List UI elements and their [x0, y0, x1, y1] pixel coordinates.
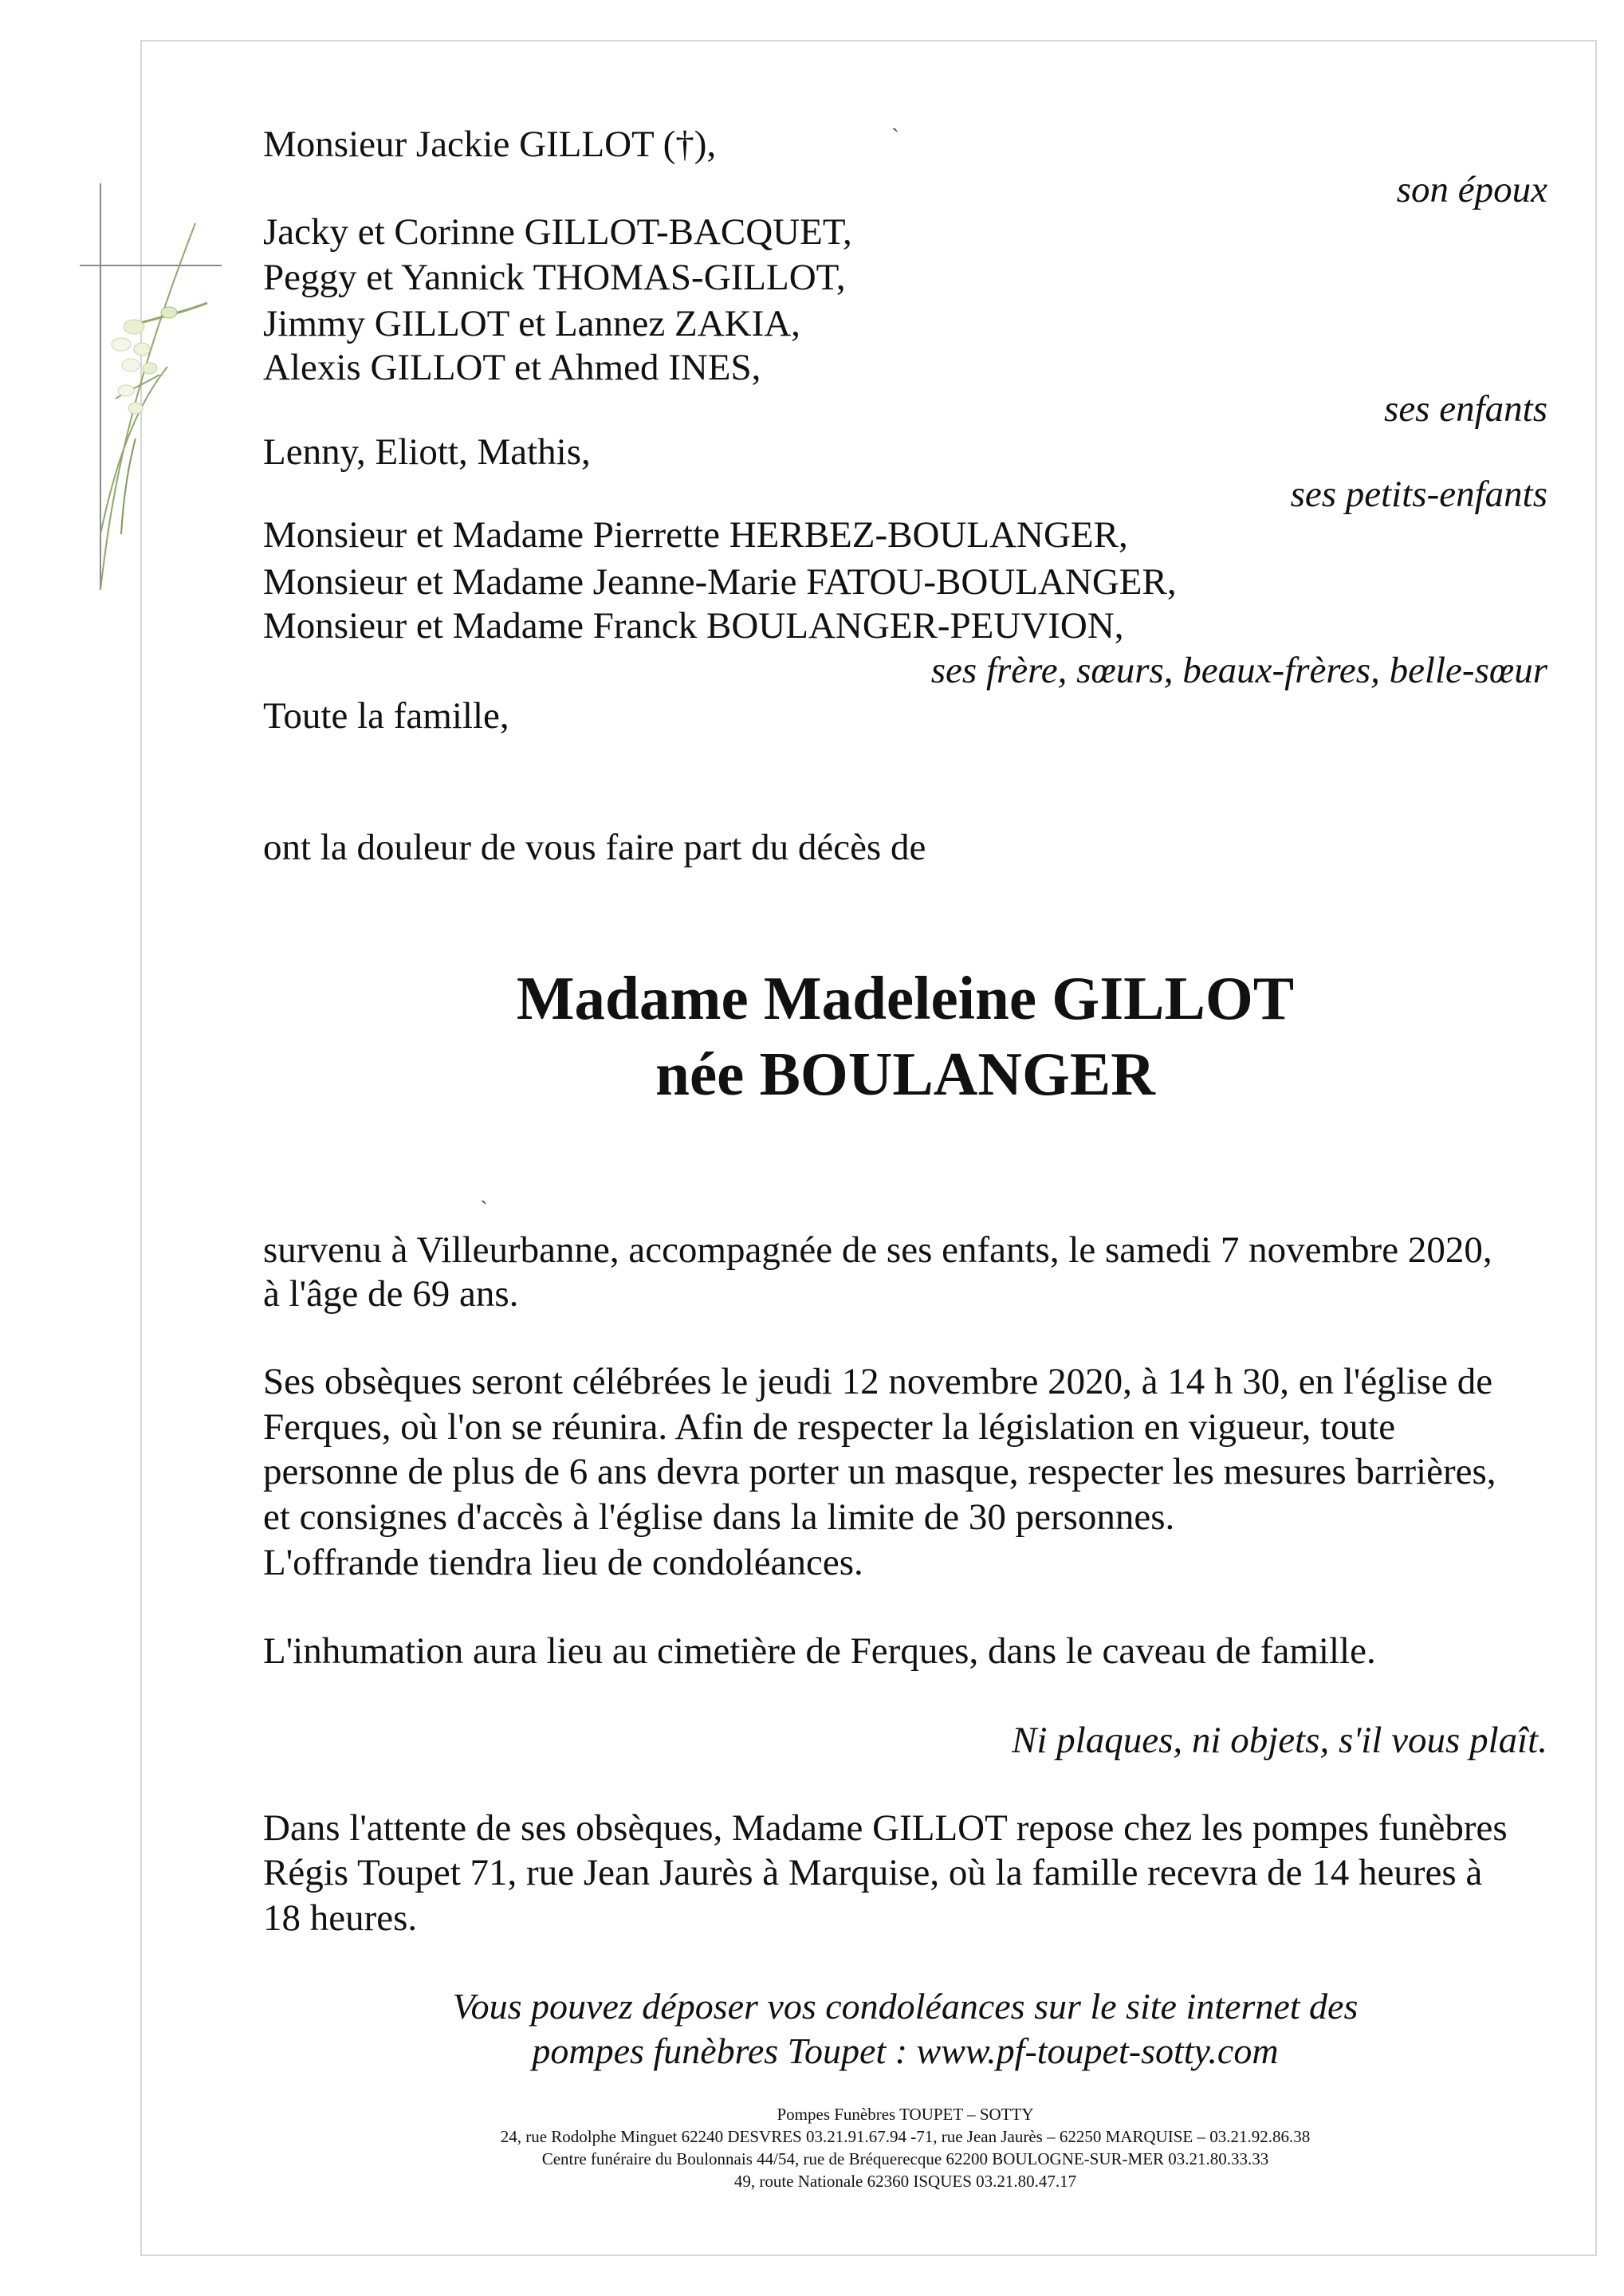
death-age: à l'âge de 69 ans.	[263, 1273, 519, 1315]
grandchildren-names: Lenny, Eliott, Mathis,	[263, 431, 591, 473]
footer-line: Pompes Funèbres TOUPET – SOTTY	[777, 2105, 1034, 2124]
footer-line: 49, route Nationale 62360 ISQUES 03.21.80.47.17	[733, 2172, 1077, 2191]
funeral-line: Ses obsèques seront célébrées le jeudi 12 novembre 2020, à 14 h 30, en l'église de	[263, 1361, 1493, 1402]
footer-line: Centre funéraire du Boulonnais 44/54, rue de Bréquerecque 62200 BOULOGNE-SUR-MER 03.21.80.33.33	[541, 2149, 1269, 2168]
deceased-maiden-name: née BOULANGER	[655, 1040, 1155, 1108]
repose-line: Dans l'attente de ses obsèques, Madame GILLOT repose chez les pompes funèbres	[263, 1807, 1508, 1849]
announcement: ont la douleur de vous faire part du décès de	[263, 827, 926, 868]
spouse-name: Monsieur Jackie GILLOT (†),	[263, 124, 717, 165]
child-line: Peggy et Yannick THOMAS-GILLOT,	[263, 257, 846, 298]
no-plaques-note: Ni plaques, ni objets, s'il vous plaît.	[1012, 1720, 1547, 1761]
children-role: ses enfants	[1384, 388, 1547, 430]
footer-line: 24, rue Rodolphe Minguet 62240 DESVRES 03.21.91.67.94 -71, rue Jean Jaurès – 62250 MARQUISE – 03.21.92.86.38	[500, 2127, 1311, 2146]
funeral-line: personne de plus de 6 ans devra porter un masque, respecter les mesures barrières,	[263, 1451, 1496, 1492]
child-line: Jacky et Corinne GILLOT-BACQUET,	[263, 211, 852, 253]
sibling-line: Monsieur et Madame Franck BOULANGER-PEUVION,	[263, 605, 1124, 647]
repose-line: Régis Toupet 71, rue Jean Jaurès à Marquise, où la famille recevra de 14 heures à	[263, 1852, 1483, 1893]
siblings-role: ses frère, sœurs, beaux-frères, belle-sœur	[930, 650, 1547, 691]
child-line: Alexis GILLOT et Ahmed INES,	[263, 347, 761, 388]
cross-with-flowers-icon	[80, 159, 239, 606]
all-family: Toute la famille,	[263, 695, 509, 737]
sibling-line: Monsieur et Madame Jeanne-Marie FATOU-BOULANGER,	[263, 561, 1177, 603]
funeral-home-footer	[263, 2103, 1547, 2192]
spouse-role: son époux	[1396, 169, 1547, 210]
funeral-line: L'offrande tiendra lieu de condoléances.	[263, 1542, 863, 1583]
repose-line: 18 heures.	[263, 1897, 418, 1939]
sibling-line: Monsieur et Madame Pierrette HERBEZ-BOULANGER,	[263, 514, 1128, 556]
death-details: survenu à Villeurbanne, accompagnée de ses enfants, le samedi 7 novembre 2020,	[263, 1229, 1492, 1271]
funeral-line: Ferques, où l'on se réunira. Afin de respecter la législation en vigueur, toute	[263, 1406, 1396, 1448]
child-line: Jimmy GILLOT et Lannez ZAKIA,	[263, 303, 800, 344]
scan-speck: ˏ	[891, 106, 899, 132]
deceased-name-block	[263, 961, 1547, 1112]
burial-info: L'inhumation aura lieu au cimetière de Ferques, dans le caveau de famille.	[263, 1630, 1376, 1672]
scan-speck: ˏ	[480, 1178, 488, 1205]
grandchildren-role: ses petits-enfants	[1290, 474, 1547, 515]
condolences-website: pompes funèbres Toupet : www.pf-toupet-sotty.com	[532, 2031, 1279, 2071]
funeral-line: et consignes d'accès à l'église dans la limite de 30 personnes.	[263, 1496, 1175, 1538]
condolences-line: Vous pouvez déposer vos condoléances sur le site internet des	[452, 1986, 1359, 2027]
deceased-name: Madame Madeleine GILLOT	[516, 964, 1295, 1032]
